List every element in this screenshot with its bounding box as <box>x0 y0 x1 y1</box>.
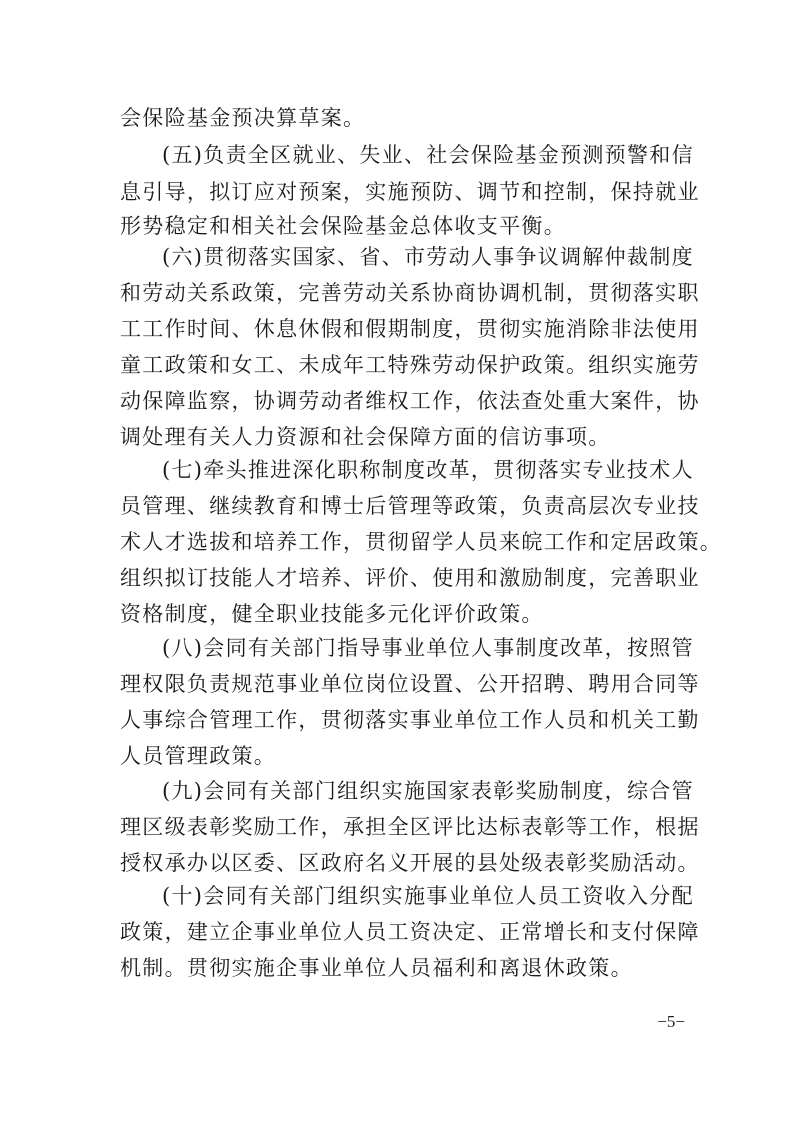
paragraph-8-line-3: 人事综合管理工作，贯彻落实事业单位工作人员和机关工勤 <box>120 708 700 732</box>
paragraph-10-line-1: (十)会同有关部门组织实施事业单位人员工资收入分配 <box>162 884 694 908</box>
paragraph-6-line-2: 和劳动关系政策，完善劳动关系协商协调机制，贯彻落实职 <box>120 281 700 305</box>
paragraph-8-line-4: 人员管理政策。 <box>120 744 277 768</box>
paragraph-8-line-2: 理权限负责规范事业单位岗位设置、公开招聘、聘用合同等 <box>120 672 700 696</box>
paragraph-10-line-2: 政策，建立企事业单位人员工资决定、正常增长和支付保障 <box>120 920 700 944</box>
paragraph-6-line-4: 童工政策和女工、未成年工特殊劳动保护政策。组织实施劳 <box>120 353 700 377</box>
paragraph-continuation: 会保险基金预决算草案。 <box>120 106 366 130</box>
paragraph-9-line-3: 授权承办以区委、区政府名义开展的县处级表彰奖励活动。 <box>120 851 700 875</box>
paragraph-6-line-3: 工工作时间、休息休假和假期制度，贯彻实施消除非法使用 <box>120 317 700 341</box>
paragraph-7-line-5: 资格制度，健全职业技能多元化评价政策。 <box>120 602 544 626</box>
page-number: −5− <box>657 1012 685 1031</box>
paragraph-8-line-1: (八)会同有关部门指导事业单位人事制度改革，按照管 <box>162 636 694 660</box>
paragraph-7-line-3: 术人才选拔和培养工作，贯彻留学人员来皖工作和定居政策。 <box>120 530 723 554</box>
paragraph-6-line-6: 调处理有关人力资源和社会保障方面的信访事项。 <box>120 425 611 449</box>
paragraph-5-line-2: 息引导，拟订应对预案，实施预防、调节和控制，保持就业 <box>120 180 700 204</box>
paragraph-7-line-1: (七)牵头推进深化职称制度改革，贯彻落实专业技术人 <box>162 458 694 482</box>
paragraph-10-line-3: 机制。贯彻实施企事业单位人员福利和离退休政策。 <box>120 956 633 980</box>
paragraph-5-line-3: 形势稳定和相关社会保险基金总体收支平衡。 <box>120 214 566 238</box>
paragraph-7-line-4: 组织拟订技能人才培养、评价、使用和激励制度，完善职业 <box>120 566 700 590</box>
paragraph-5-line-1: (五)负责全区就业、失业、社会保险基金预测预警和信 <box>162 143 694 167</box>
paragraph-7-line-2: 员管理、继续教育和博士后管理等政策，负责高层次专业技 <box>120 494 700 518</box>
paragraph-9-line-2: 理区级表彰奖励工作，承担全区评比达标表彰等工作，根据 <box>120 815 700 839</box>
paragraph-6-line-5: 动保障监察，协调劳动者维权工作，依法查处重大案件，协 <box>120 389 700 413</box>
paragraph-9-line-1: (九)会同有关部门组织实施国家表彰奖励制度，综合管 <box>162 779 694 803</box>
paragraph-6-line-1: (六)贯彻落实国家、省、市劳动人事争议调解仲裁制度 <box>162 245 694 269</box>
